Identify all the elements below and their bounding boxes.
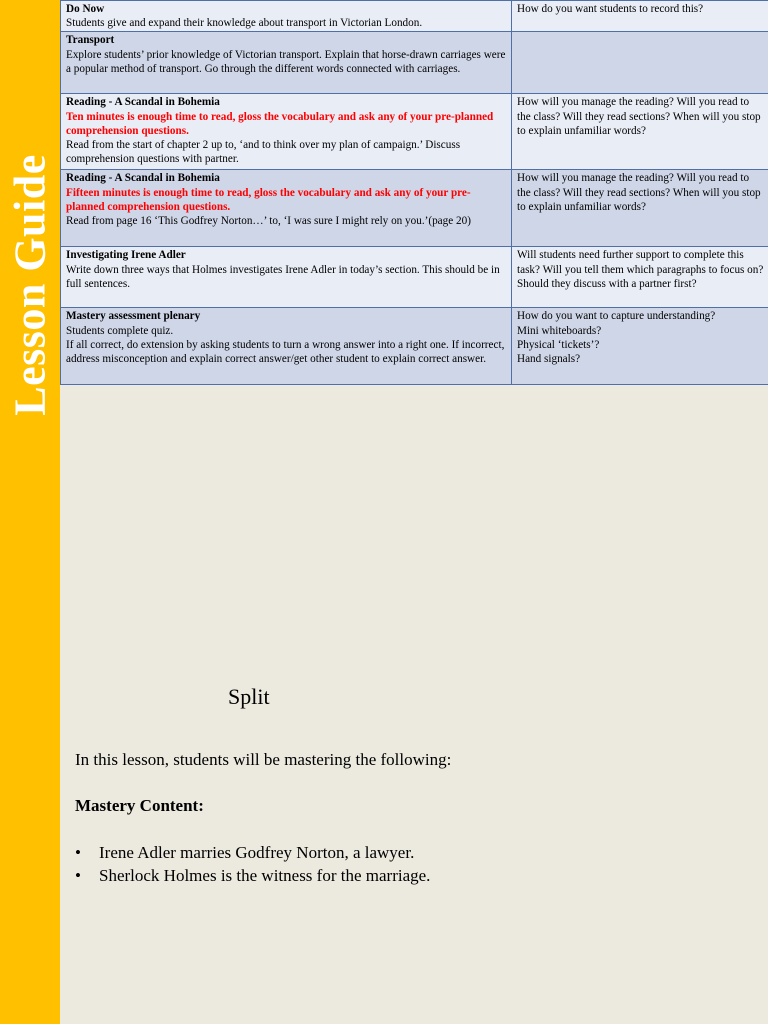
table-row: [61, 94, 768, 170]
activity-title: Transport: [66, 34, 115, 47]
mastery-point: Irene Adler marries Godfrey Norton, a lawyer.: [99, 843, 415, 862]
activity-title: Do Now: [66, 3, 105, 15]
teacher-note-cell: [512, 32, 768, 94]
activity-description: Write down three ways that Holmes investigates Irene Adler in today’s section. This should be in full sentences.: [66, 263, 500, 290]
activity-title: Reading - A Scandal in Bohemia: [66, 172, 220, 185]
activity-cell: [61, 94, 512, 170]
activity-cell: [61, 247, 512, 308]
teacher-note: How do you want to capture understanding? Mini whiteboards? Physical ‘tickets’? Hand signals?: [517, 310, 716, 366]
timing-guidance: Ten minutes is enough time to read, gloss the vocabulary and ask any of your pre-planned comprehension questions.: [66, 110, 494, 137]
activity-title: Mastery assessment plenary: [66, 310, 201, 323]
mastery-point: Sherlock Holmes is the witness for the marriage.: [99, 866, 431, 885]
list-item: [75, 864, 725, 887]
activity-title: Reading - A Scandal in Bohemia: [66, 96, 220, 109]
teacher-note-cell: [512, 247, 768, 308]
activity-description: Read from page 16 ‘This Godfrey Norton…’ to, ‘I was sure I might rely on you.’(page 20): [66, 215, 471, 228]
teacher-note-cell: [512, 1, 768, 32]
teacher-note-cell: [512, 308, 768, 385]
activity-description: Read from the start of chapter 2 up to, ‘and to think over my plan of campaign.’ Discuss comprehension questions with partner.: [66, 139, 461, 166]
lesson-plan-table: [60, 0, 768, 385]
teacher-note: How will you manage the reading? Will you read to the class? Will they read sections? When will you stop to explain unfamiliar words?: [517, 172, 761, 213]
table-row: [61, 308, 768, 385]
bullet-icon: •: [75, 866, 81, 885]
activity-description: Students give and expand their knowledge about transport in Victorian London.: [66, 17, 423, 30]
activity-title: Investigating Irene Adler: [66, 249, 186, 262]
table-row: [61, 32, 768, 94]
list-item: [75, 841, 725, 864]
sidebar-title: Lesson Guide: [5, 154, 55, 416]
table-row: [61, 170, 768, 247]
teacher-note-cell: [512, 170, 768, 247]
sidebar: [0, 0, 60, 1024]
teacher-note: How will you manage the reading? Will you read to the class? Will they read sections? When will you stop to explain unfamiliar words?: [517, 96, 761, 137]
activity-cell: [61, 170, 512, 247]
timing-guidance: Fifteen minutes is enough time to read, gloss the vocabulary and ask any of your pre-planned comprehension questions.: [66, 186, 471, 213]
teacher-note: Will students need further support to complete this task? Will you tell them which paragraphs to focus on? Should they discuss with a partner first?: [517, 249, 764, 290]
intro-text: In this lesson, students will be mastering the following:: [75, 750, 452, 769]
split-label: Split: [228, 684, 270, 709]
activity-description: Students complete quiz. If all correct, do extension by asking students to turn a wrong answer into a right one. If incorrect, address misconception and explain correct answer/get other student to explain correct answer.: [66, 324, 505, 366]
mastery-content-heading: Mastery Content:: [75, 796, 204, 815]
activity-description: Explore students’ prior knowledge of Victorian transport. Explain that horse-drawn carriages were a popular method of transport. Go through the different words connected with carriages.: [66, 48, 506, 75]
mastery-content-list: [75, 841, 725, 887]
activity-cell: [61, 32, 512, 94]
activity-cell: [61, 1, 512, 32]
teacher-note-cell: [512, 94, 768, 170]
activity-cell: [61, 308, 512, 385]
teacher-note: How do you want students to record this?: [517, 3, 704, 15]
table-row: [61, 1, 768, 32]
bullet-icon: •: [75, 843, 81, 862]
table-row: [61, 247, 768, 308]
